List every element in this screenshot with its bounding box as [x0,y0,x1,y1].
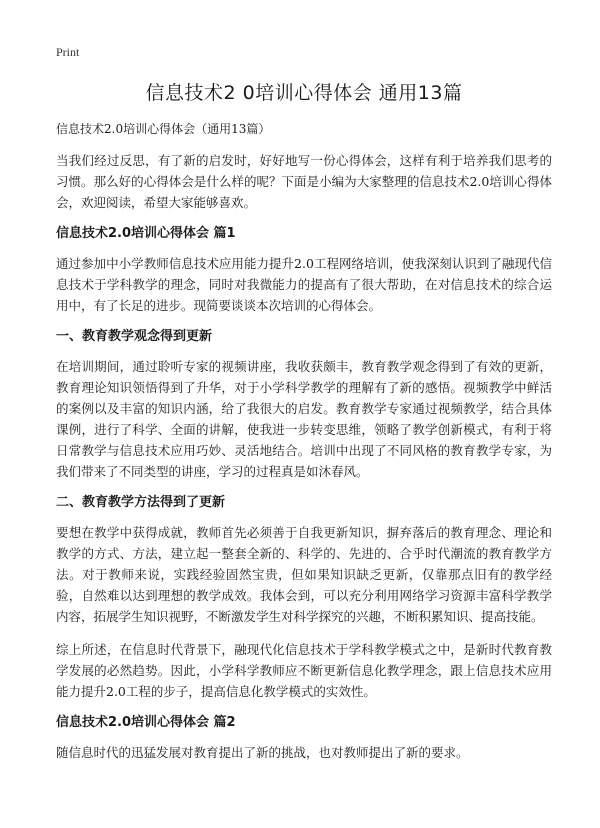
print-link[interactable]: Print [56,45,80,59]
section1-heading: 信息技术2.0培训心得体会 篇1 [56,226,236,241]
section2-heading: 信息技术2.0培训心得体会 篇2 [56,715,236,730]
document-title: 信息技术2 0培训心得体会 通用13篇 [145,82,463,104]
conclusion-paragraph: 综上所述，在信息时代背景下，融现代化信息技术于学科教学模式之中，是新时代教育教学发展的必然趋势。因此，小学科学教师应不断更新信息化教学理念，跟上信息技术应用能力提升2.0工程的步子，提高信息化教学模式的实效性。 [56,642,552,699]
section1-paragraph: 通过参加中小学教师信息技术应用能力提升2.0工程网络培训，使我深刻认识到了融现代信息技术于学科教学的理念，同时对我微能力的提高有了很大帮助，在对信息技术的综合运用中，有了长足的进步。现简要谈谈本次培训的心得体会。 [56,256,552,313]
subsection2-paragraph: 要想在教学中获得成就，教师首先必须善于自我更新知识，摒弃落后的教育理念、理论和教学的方式、方法，建立起一整套全新的、科学的、先进的、合乎时代潮流的教育教学方法。对于教师来说，实践经验固然宝贵，但如果知识缺乏更新，仅靠那点旧有的教学经验，自然难以达到理想的教学成效。我体会到，可以充分利用网络学习资源丰富科学教学内容，拓展学生知识视野，不断激发学生对科学探究的兴趣，不断积累知识、提高技能。 [56,525,552,624]
subsection1-heading: 一、教育教学观念得到更新 [56,329,213,344]
intro-paragraph: 当我们经过反思，有了新的启发时，好好地写一份心得体会，这样有利于培养我们思考的习惯。那么好的心得体会是什么样的呢？下面是小编为大家整理的信息技术2.0培训心得体会，欢迎阅读，希望大家能够喜欢。 [56,153,552,210]
subsection1-paragraph: 在培训期间，通过聆听专家的视频讲座，我收获颇丰，教育教学观念得到了有效的更新，教育理论知识领悟得到了升华，对于小学科学教学的理解有了新的感悟。视频教学中鲜活的案例以及丰富的知识内涵，给了我很大的启发。教育教学专家通过视频教学，结合具体课例，进行了科学、全面的讲解，使我进一步转变思维，领略了教学创新模式，有利于将日常教学与信息技术应用巧妙、灵活地结合。培训中出现了不同风格的教育教学专家，为我们带来了不同类型的讲座，学习的过程真是如沐春风。 [56,359,552,479]
subsection2-heading: 二、教育教学方法得到了更新 [56,495,226,510]
section2-paragraph: 随信息时代的迅猛发展对教育提出了新的挑战，也对教师提出了新的要求。 [56,745,469,760]
document-subtitle: 信息技术2.0培训心得体会（通用13篇） [56,122,271,136]
